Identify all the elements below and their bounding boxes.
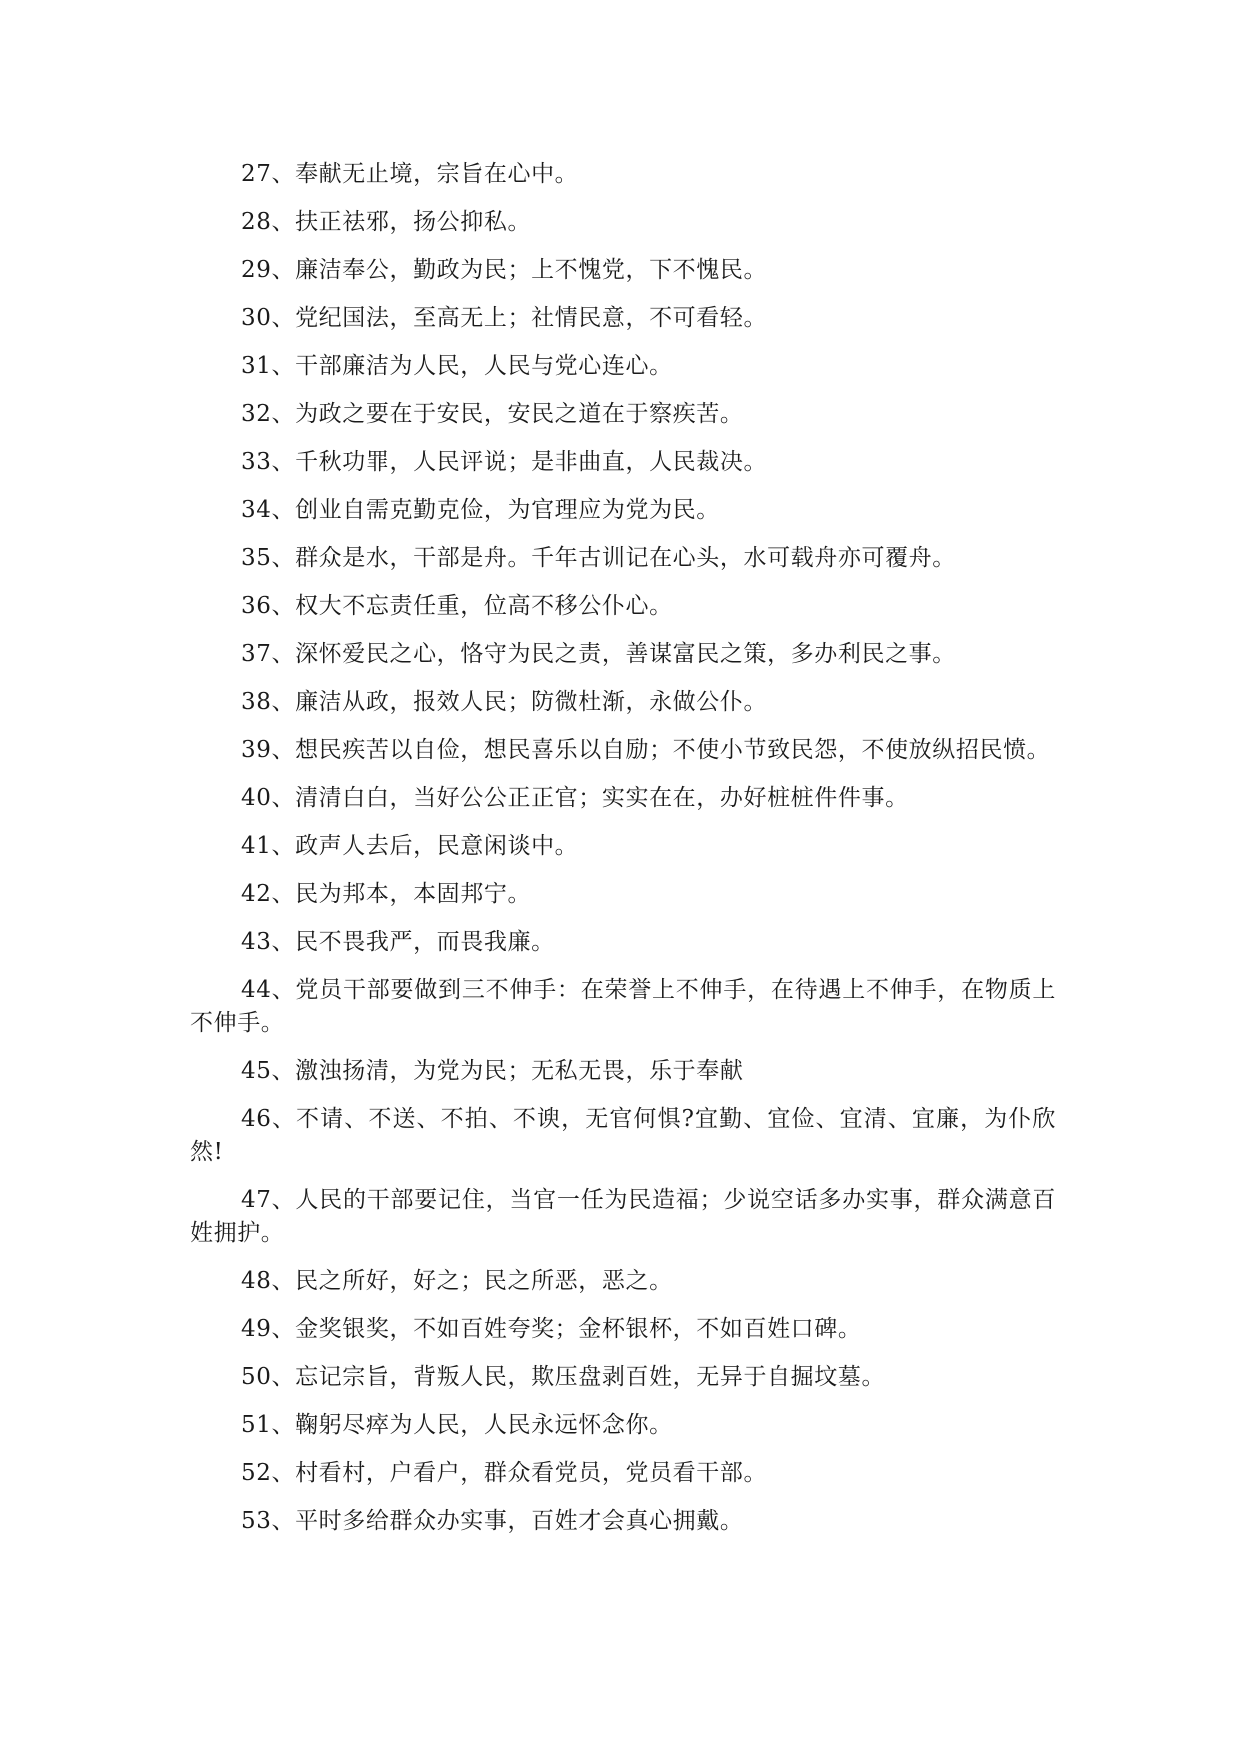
list-item: 49、金奖银奖，不如百姓夸奖；金杯银杯，不如百姓口碑。 <box>241 1316 862 1342</box>
list-item: 48、民之所好，好之；民之所恶，恶之。 <box>241 1268 673 1294</box>
list-item: 29、廉洁奉公，勤政为民；上不愧党，下不愧民。 <box>241 257 768 283</box>
list-item: 31、干部廉洁为人民，人民与党心连心。 <box>241 353 673 379</box>
document-body <box>190 158 1056 1553</box>
list-item: 45、激浊扬清，为党为民；无私无畏，乐于奉献 <box>241 1058 744 1084</box>
list-item: 52、村看村，户看户，群众看党员，党员看干部。 <box>241 1460 768 1486</box>
list-item: 37、深怀爱民之心，恪守为民之责，善谋富民之策，多办利民之事。 <box>241 641 956 667</box>
list-item: 35、群众是水，干部是舟。千年古训记在心头，水可载舟亦可覆舟。 <box>241 545 956 571</box>
list-item: 39、想民疾苦以自俭，想民喜乐以自励；不使小节致民怨，不使放纵招民愤。 <box>241 737 1051 763</box>
list-item: 44、党员干部要做到三不伸手：在荣誉上不伸手，在待遇上不伸手，在物质上不伸手。 <box>190 977 1056 1036</box>
list-item: 51、鞠躬尽瘁为人民，人民永远怀念你。 <box>241 1412 673 1438</box>
list-item: 46、不请、不送、不拍、不谀，无官何惧?宜勤、宜俭、宜清、宜廉，为仆欣然! <box>190 1106 1056 1165</box>
list-item: 40、清清白白，当好公公正正官；实实在在，办好桩桩件件事。 <box>241 785 909 811</box>
list-item: 33、千秋功罪，人民评说；是非曲直，人民裁决。 <box>241 449 768 475</box>
list-item: 41、政声人去后，民意闲谈中。 <box>241 833 579 859</box>
list-item: 42、民为邦本，本固邦宁。 <box>241 881 532 907</box>
list-item: 28、扶正祛邪，扬公抑私。 <box>241 209 532 235</box>
list-item: 30、党纪国法，至高无上；社情民意，不可看轻。 <box>241 305 768 331</box>
list-item: 47、人民的干部要记住，当官一任为民造福；少说空话多办实事，群众满意百姓拥护。 <box>190 1187 1056 1246</box>
list-item: 36、权大不忘责任重，位高不移公仆心。 <box>241 593 673 619</box>
list-item: 32、为政之要在于安民，安民之道在于察疾苦。 <box>241 401 744 427</box>
list-item: 38、廉洁从政，报效人民；防微杜渐，永做公仆。 <box>241 689 768 715</box>
list-item: 27、奉献无止境，宗旨在心中。 <box>241 161 579 187</box>
list-item: 34、创业自需克勤克俭，为官理应为党为民。 <box>241 497 720 523</box>
list-item: 43、民不畏我严，而畏我廉。 <box>241 929 555 955</box>
list-item: 50、忘记宗旨，背叛人民，欺压盘剥百姓，无异于自掘坟墓。 <box>241 1364 886 1390</box>
list-item: 53、平时多给群众办实事，百姓才会真心拥戴。 <box>241 1508 744 1534</box>
